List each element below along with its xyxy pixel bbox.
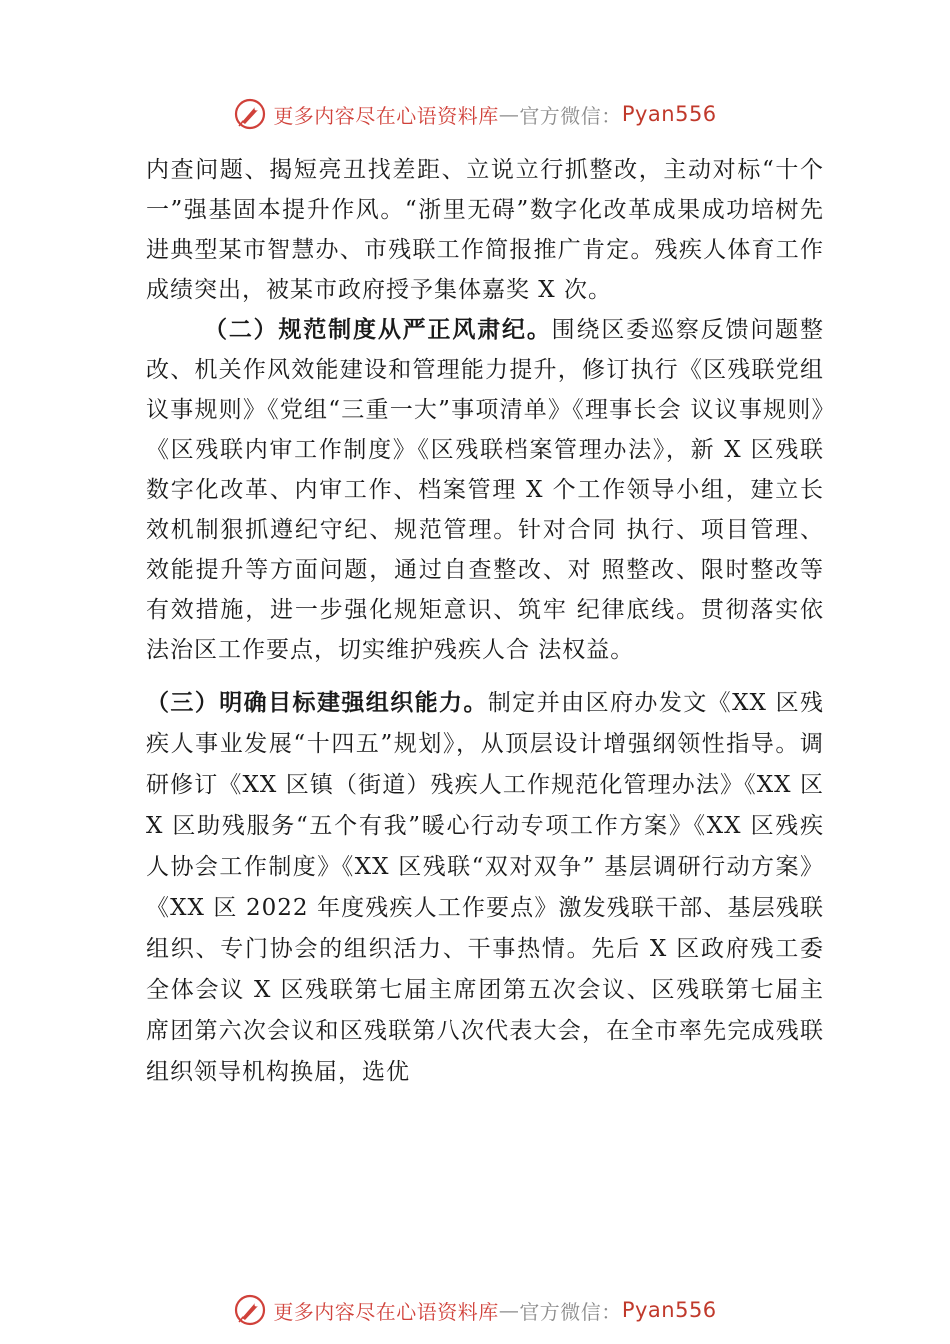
footer-watermark [0, 1290, 950, 1330]
pen-nib-circle-icon [233, 97, 267, 131]
paragraph-1-text: 内查问题、揭短亮丑找差距、立说立行抓整改，主动对标“十个一”强基固本提升作风。“浙里无碍”数字化改革成果成功培树先进典型某市智慧办、市残联工作简报推广肯定。残疾人体育工作成绩突出，被某市政府授予集体嘉奖 X 次。 [146, 157, 824, 303]
watermark-wechat-label: 官方微信： [519, 1299, 622, 1324]
paragraph-2-text: 围绕区委巡察反馈问题整改、机关作风效能建设和管理能力提升，修订执行《区残联党组议事规则》《党组“三重一大”事项清单》《理事长会 议议事规则》《区残联内审工作制度》《区残联档案管理办法》，新 X 区残联数字化改革、内审工作、档案管理 X 个工作领导小组，建立长效机制狠抓遵纪守纪、规范管理。针对合同 执行、项目管理、效能提升等方面问题，通过自查整改、对 照整改、限时整改等有效措施，进一步强化规矩意识、筑牢 纪律底线。贯彻落实依法治区工作要点，切实维护残疾人合 法权益。 [146, 317, 825, 663]
paragraph-3 [146, 682, 824, 1093]
paragraph-1 [146, 150, 824, 310]
watermark-dash: — [498, 102, 520, 126]
paragraph-2 [146, 310, 824, 670]
document-body [146, 150, 824, 1093]
watermark-site-text: 更多内容尽在心语资料库 [273, 103, 499, 128]
watermark-dash: — [498, 1298, 520, 1322]
watermark-wechat-id: Pyan556 [621, 102, 717, 126]
paragraph-2-heading: （二）规范制度从严正风肃纪。 [204, 316, 552, 343]
paragraph-3-text: 制定并由区府办发文《XX 区残疾人事业发展“十四五”规划》，从顶层设计增强纲领性指导。调研修订《XX 区镇（街道）残疾人工作规范化管理办法》《XX 区 X 区助残服务“五个有我”暖心行动专项工作方案》《XX 区残疾人协会工作制度》《XX 区残联“双对双争” 基层调研行动方案》《XX 区 2022 年度残疾人工作要点》激发残联干部、基层残联组织、专门协会的组织活力、干事热情。先后 X 区政府残工委全体会议 X 区残联第七届主席团第五次会议、区残联第七届主席团第六次会议和区残联第八次代表大会，在全市率先完成残联组织领导机构换届，选优 [146, 690, 824, 1085]
watermark-wechat-label: 官方微信： [519, 103, 622, 128]
header-watermark [0, 94, 950, 134]
watermark-site-text: 更多内容尽在心语资料库 [273, 1299, 499, 1324]
watermark-wechat-id: Pyan556 [621, 1298, 717, 1322]
pen-nib-circle-icon [233, 1293, 267, 1327]
paragraph-3-heading: （三）明确目标建强组织能力。 [146, 689, 488, 716]
